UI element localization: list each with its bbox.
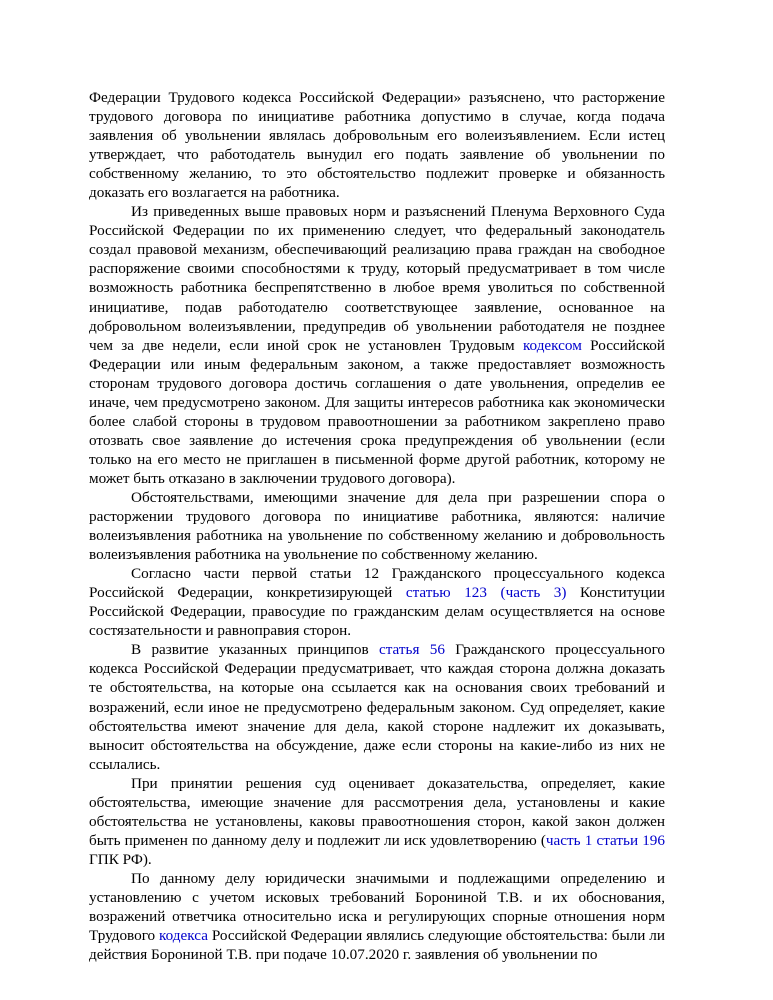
- paragraph: [89, 488, 665, 564]
- paragraph: [89, 88, 665, 202]
- paragraph: [89, 202, 665, 488]
- law-reference-link[interactable]: статью 123 (часть 3): [405, 584, 567, 602]
- paragraph: [89, 640, 665, 773]
- paragraph-text: Конституции Российской Федерации, правосудие по гражданским делам осуществляется на основе состязательности и равноправия сторон.: [89, 584, 666, 640]
- paragraph-text: По данному делу юридически значимыми и подлежащими определению и установлению с учетом исковых требований Борониной Т.В. и их обоснования, возражений ответчика относительно иска и регулирующих спорные отношения норм Трудового: [89, 869, 665, 945]
- paragraph-text: Российской Федерации или иным федеральным законом, а также предоставляет возможность сторонам трудового договора достичь соглашения о дате увольнения, определив ее иначе, чем предусмотрено законом. Для защиты интересов работника как экономически более слабой стороны в трудовом правоотношении за работником закреплено право отозвать свое заявление до истечения срока предупреждения об увольнении (если только на его место не приглашен в письменной форме другой работник, которому не может быть отказано в заключении трудового договора).: [89, 336, 665, 487]
- law-reference-link[interactable]: кодекса: [159, 927, 208, 945]
- paragraph: [89, 564, 665, 640]
- paragraph-text: При принятии решения суд оценивает доказательства, определяет, какие обстоятельства, имеющие значение для рассмотрения дела, установлены и какие обстоятельства не установлены, каковы правоотношения сторон, какой закон должен быть применен по данному делу и подлежит ли иск удовлетворению (: [89, 774, 665, 849]
- law-reference-link[interactable]: статья 56: [378, 641, 445, 659]
- paragraph-text: ГПК РФ).: [89, 850, 152, 868]
- paragraph-text: В развитие указанных принципов: [131, 641, 379, 659]
- paragraph-text: Из приведенных выше правовых норм и разъяснений Пленума Верховного Суда Российской Федерации по их применению следует, что федеральный законодатель создал правовой механизм, обеспечивающий реализацию права граждан на свободное распоряжение своими способностями к труду, который предусматривает в том числе возможность работника беспрепятственно в любое время уволиться по собственной инициативе, подав работодателю соответствующее заявление, основанное на добровольном волеизъявлении, предупредив об увольнении работодателя не позднее чем за две недели, если иной срок не установлен Трудовым: [89, 203, 665, 354]
- paragraph-text: Гражданского процессуального кодекса Российской Федерации предусматривает, что каждая сторона должна доказать те обстоятельства, на которые она ссылается как на основания своих требований и возражений, если иное не предусмотрено федеральным законом. Суд определяет, какие обстоятельства имеют значение для дела, какой стороне надлежит их доказывать, выносит обстоятельства на обсуждение, даже если стороны на какие-либо из них не ссылались.: [89, 641, 666, 773]
- law-reference-link[interactable]: кодексом: [522, 336, 582, 354]
- paragraph-text: Согласно части первой статьи 12 Гражданского процессуального кодекса Российской Федерации, конкретизирующей: [89, 565, 665, 602]
- paragraph-text: Обстоятельствами, имеющими значение для дела при разрешении спора о расторжении трудового договора по инициативе работника, являются: наличие волеизъявления работника на увольнение по собственному желанию и добровольность волеизъявления работника на увольнение по собственному желанию.: [89, 488, 665, 564]
- paragraph: [89, 774, 665, 869]
- paragraph-text: Федерации Трудового кодекса Российской Федерации» разъяснено, что расторжение трудового договора по инициативе работника допустимо в случае, когда подача заявления об увольнении являлась добровольным его волеизъявлением. Если истец утверждает, что работодатель вынудил его подать заявление об увольнении по собственному желанию, то это обстоятельство подлежит проверке и обязанность доказать его возлагается на работника.: [89, 89, 665, 202]
- document-body: [89, 88, 665, 964]
- law-reference-link[interactable]: часть 1 статьи 196: [545, 831, 665, 849]
- paragraph-text: Российской Федерации являлись следующие обстоятельства: были ли действия Борониной Т.В. при подаче 10.07.2020 г. заявления об увольнении по: [89, 927, 666, 964]
- paragraph: [89, 869, 665, 964]
